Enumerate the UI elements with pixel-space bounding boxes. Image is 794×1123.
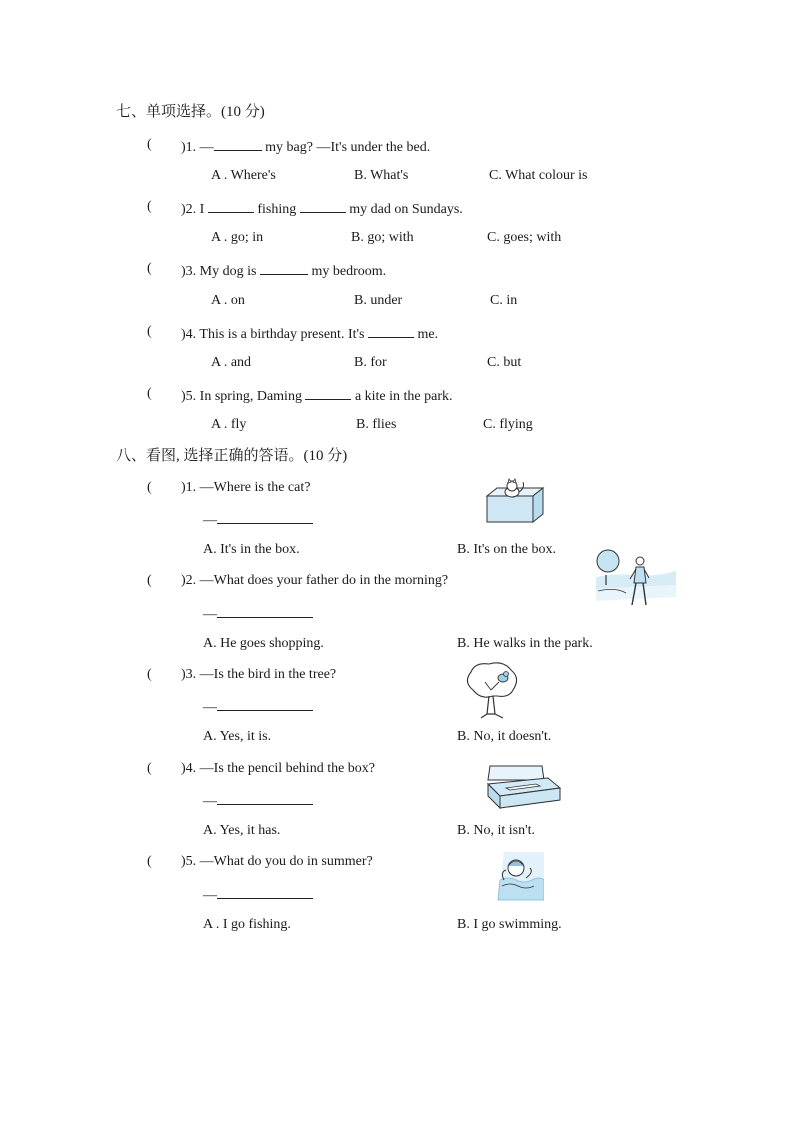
blank-line — [300, 198, 346, 213]
answer-paren: ( — [147, 480, 152, 495]
answer-paren: ( — [147, 667, 152, 682]
blank-line — [208, 198, 254, 213]
blank-line — [217, 509, 313, 524]
option-a: A . I go fishing. — [203, 917, 291, 932]
blank-line — [214, 136, 262, 151]
bird-in-tree-picture — [463, 660, 521, 720]
blank-line — [217, 790, 313, 805]
option-b: B. No, it isn't. — [457, 823, 535, 838]
option-a: A. Yes, it has. — [203, 823, 281, 838]
answer-paren: ( — [147, 573, 152, 588]
answer-paren: ( — [147, 386, 152, 401]
blank-line — [368, 323, 414, 338]
answer-paren: ( — [147, 261, 152, 276]
question-text: )1. —Where is the cat? — [181, 480, 311, 495]
question-text: )4. —Is the pencil behind the box? — [181, 761, 376, 776]
option-a: A . fly — [211, 417, 247, 432]
answer-paren: ( — [147, 199, 152, 214]
option-c: C. goes; with — [487, 230, 562, 245]
blank-line — [305, 385, 351, 400]
cat-on-box-picture — [483, 478, 549, 526]
option-a: A . go; in — [211, 230, 264, 245]
option-c: C. flying — [483, 417, 533, 432]
option-b: B. What's — [354, 168, 409, 183]
question-number: )5. In spring, Daming a kite in the park. — [181, 385, 453, 406]
answer-paren: ( — [147, 137, 152, 152]
man-walking-in-park-picture — [596, 545, 676, 613]
option-a: A . and — [211, 355, 252, 370]
question-number: )3. My dog is my bedroom. — [181, 260, 386, 281]
option-b: B. flies — [356, 417, 397, 432]
option-a: A. Yes, it is. — [203, 729, 272, 744]
answer-line: — — [203, 603, 313, 624]
option-b: B. No, it doesn't. — [457, 729, 552, 744]
question-number: )4. This is a birthday present. It's me. — [181, 323, 438, 344]
option-a: A. It's in the box. — [203, 542, 300, 557]
question-number: )2. I fishing my dad on Sundays. — [181, 198, 463, 219]
blank-line — [217, 696, 313, 711]
pencil-in-box-picture — [484, 764, 562, 812]
answer-paren: ( — [147, 854, 152, 869]
boy-swimming-picture — [494, 850, 544, 902]
answer-paren: ( — [147, 324, 152, 339]
answer-line: — — [203, 790, 313, 811]
blank-line — [260, 260, 308, 275]
option-a: A . on — [211, 293, 245, 308]
option-b: B. He walks in the park. — [457, 636, 593, 651]
question-text: )2. —What does your father do in the morning? — [181, 573, 449, 588]
answer-line: — — [203, 884, 313, 905]
question-text: )3. —Is the bird in the tree? — [181, 667, 337, 682]
option-b: B. under — [354, 293, 403, 308]
blank-line — [217, 603, 313, 618]
option-a: A . Where's — [211, 168, 276, 183]
section-8-heading: 八、看图, 选择正确的答语。(10 分) — [116, 448, 348, 464]
option-a: A. He goes shopping. — [203, 636, 324, 651]
answer-line: — — [203, 696, 313, 717]
question-text: )5. —What do you do in summer? — [181, 854, 373, 869]
option-b: B. for — [354, 355, 387, 370]
answer-paren: ( — [147, 761, 152, 776]
option-c: C. in — [490, 293, 518, 308]
blank-line — [217, 884, 313, 899]
option-b: B. It's on the box. — [457, 542, 556, 557]
answer-line: — — [203, 509, 313, 530]
section-7-heading: 七、单项选择。(10 分) — [116, 104, 265, 120]
option-b: B. I go swimming. — [457, 917, 562, 932]
option-b: B. go; with — [351, 230, 414, 245]
option-c: C. but — [487, 355, 522, 370]
option-c: C. What colour is — [489, 168, 588, 183]
question-number: )1. — my bag? —It's under the bed. — [181, 136, 430, 157]
